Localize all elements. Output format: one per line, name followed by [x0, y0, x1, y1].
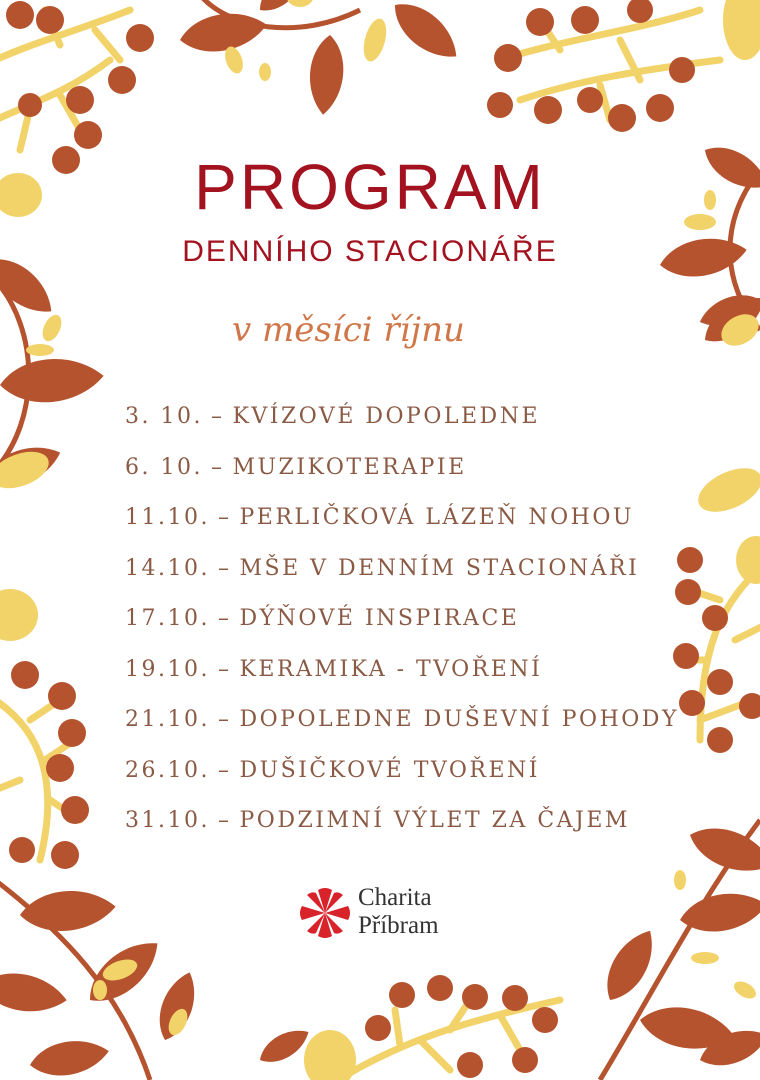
- event-item: [125, 451, 745, 502]
- charita-cross-icon: [298, 886, 352, 940]
- event-item: [125, 552, 745, 603]
- month-line: v měsíci říjnu: [232, 310, 465, 350]
- event-separator: –: [217, 606, 232, 631]
- event-date: 11.10.: [125, 505, 210, 530]
- charita-logo: [298, 884, 478, 944]
- event-item: [125, 804, 745, 855]
- event-name: MUZIKOTERAPIE: [232, 454, 467, 480]
- event-name: PERLIČKOVÁ LÁZEŇ NOHOU: [239, 505, 634, 530]
- event-separator: –: [217, 808, 232, 833]
- event-name: MŠE V DENNÍM STACIONÁŘI: [239, 555, 640, 581]
- event-name: PODZIMNÍ VÝLET ZA ČAJEM: [239, 808, 630, 833]
- poster-title: PROGRAM: [194, 151, 546, 223]
- event-name: DÝŇOVÉ INSPIRACE: [239, 606, 520, 631]
- event-separator: –: [217, 757, 232, 783]
- event-date: 26.10.: [125, 757, 210, 783]
- event-date: 31.10.: [125, 808, 210, 833]
- event-date: 6. 10.: [125, 454, 203, 480]
- logo-line-1: Charita: [358, 884, 432, 911]
- event-name: DOPOLEDNE DUŠEVNÍ POHODY: [239, 707, 679, 732]
- event-name: KVÍZOVÉ DOPOLEDNE: [232, 404, 541, 429]
- event-separator: –: [217, 555, 232, 581]
- charita-logo-text: [358, 884, 439, 940]
- event-date: 3. 10.: [125, 404, 203, 429]
- event-name: DUŠIČKOVÉ TVOŘENÍ: [239, 757, 540, 783]
- event-item: [125, 754, 745, 805]
- event-date: 21.10.: [125, 707, 210, 732]
- event-item: [125, 653, 745, 704]
- event-item: [125, 602, 745, 653]
- event-list: [125, 400, 745, 855]
- event-separator: –: [217, 707, 232, 732]
- event-separator: –: [210, 454, 225, 480]
- logo-line-2: Příbram: [358, 912, 439, 939]
- event-item: [125, 400, 745, 451]
- poster-subtitle: DENNÍHO STACIONÁŘE: [182, 235, 558, 268]
- event-date: 14.10.: [125, 555, 210, 581]
- event-item: [125, 703, 745, 754]
- event-date: 19.10.: [125, 656, 210, 682]
- event-name: KERAMIKA - TVOŘENÍ: [239, 656, 543, 682]
- event-item: [125, 501, 745, 552]
- event-separator: –: [217, 656, 232, 682]
- event-separator: –: [217, 505, 232, 530]
- event-separator: –: [210, 404, 225, 429]
- event-date: 17.10.: [125, 606, 210, 631]
